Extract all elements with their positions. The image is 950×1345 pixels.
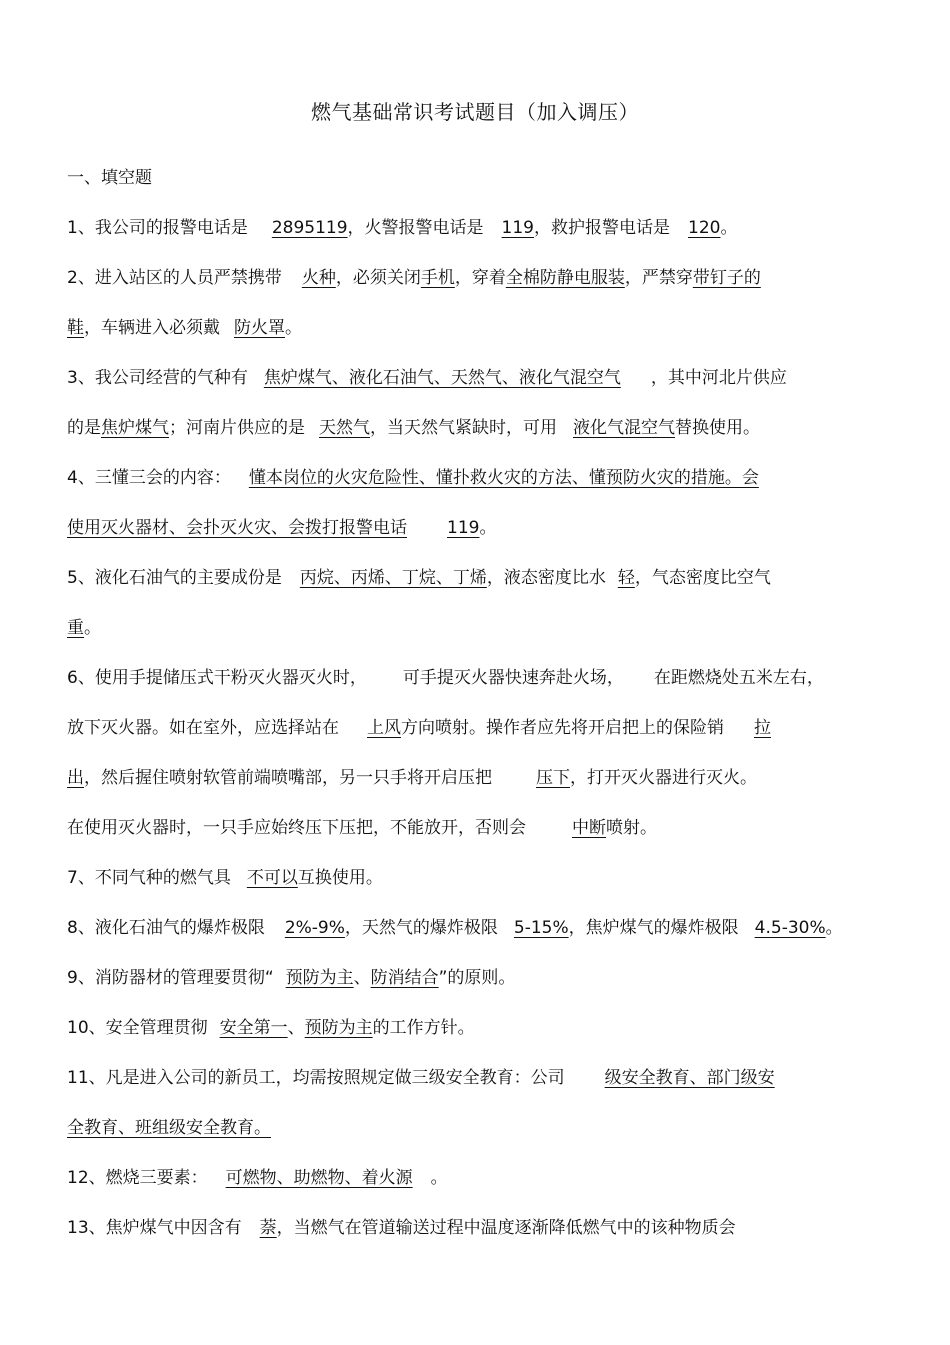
answer-blank: 防火罩 (234, 318, 285, 338)
question-12: 12、燃烧三要素： 可燃物、助燃物、着火源 。 (67, 1168, 448, 1188)
question-10: 10、安全管理贯彻 安全第一、预防为主的工作方针。 (67, 1018, 475, 1038)
question-4-cont: 使用灭火器材、会扑灭火灾、会拨打报警电话 119。 (67, 518, 497, 538)
answer-blank: 全教育、班组级安全教育。 (67, 1118, 271, 1138)
answer-blank: 出 (67, 768, 84, 788)
section-heading: 一、填空题 (67, 168, 152, 188)
answer-blank: 手机 (420, 268, 455, 288)
answer-blank: 鞋 (67, 318, 84, 338)
answer-blank: 带钉子的 (692, 268, 761, 288)
answer-blank: 预防为主 (304, 1018, 373, 1038)
answer-blank: 焦炉煤气、液化石油气、天然气、液化气混空气 (263, 368, 621, 388)
question-6-cont-1: 放下灭火器。如在室外，应选择站在 上风方向喷射。操作者应先将开启把上的保险销 拉 (67, 718, 771, 738)
question-11-cont (67, 1116, 271, 1140)
answer-blank: 预防为主 (285, 968, 354, 988)
answer-blank: 安全第一 (219, 1018, 288, 1038)
question-13: 13、焦炉煤气中因含有 萘，当燃气在管道输送过程中温度逐渐降低燃气中的该种物质会 (67, 1218, 736, 1238)
question-8: 8、液化石油气的爆炸极限 2%-9%，天然气的爆炸极限 5-15%，焦炉煤气的爆炸极限 4.5-30%。 (67, 918, 843, 938)
document-title: 燃气基础常识考试题目（加入调压） (311, 100, 639, 124)
answer-blank: 使用灭火器材、会扑灭火灾、会拨打报警电话 (67, 518, 407, 538)
question-9: 9、消防器材的管理要贯彻“ 预防为主、防消结合”的原则。 (67, 968, 516, 988)
answer-blank: 重 (67, 618, 84, 638)
question-11: 11、凡是进入公司的新员工，均需按照规定做三级安全教育：公司 级安全教育、部门级安 (67, 1068, 775, 1088)
answer-blank: 轻 (617, 568, 635, 588)
answer-blank: 5-15% (513, 918, 569, 938)
answer-blank: 防消结合 (370, 968, 439, 988)
answer-blank: 119 (447, 518, 480, 538)
question-6: 6、使用手提储压式干粉灭火器灭火时， 可手提灭火器快速奔赴火场， 在距燃烧处五米左右， (67, 668, 824, 688)
answer-blank: 中断 (572, 818, 606, 838)
answer-blank: 丙烷、丙烯、丁烷、丁烯 (299, 568, 487, 588)
answer-blank: 液化气混空气 (573, 418, 675, 438)
answer-blank: 2%-9% (284, 918, 345, 938)
answer-blank: 4.5-30% (754, 918, 826, 938)
answer-blank: 不可以 (246, 868, 298, 888)
answer-blank: 天然气 (319, 418, 370, 438)
question-1: 1、我公司的报警电话是 2895119，火警报警电话是 119，救护报警电话是 120。 (67, 218, 738, 238)
question-5: 5、液化石油气的主要成份是 丙烷、丙烯、丁烷、丁烯，液态密度比水 轻，气态密度比空气 (67, 568, 771, 588)
answer-blank: 压下 (536, 768, 570, 788)
question-3-cont: 的是焦炉煤气；河南片供应的是 天然气，当天然气紧缺时，可用 液化气混空气替换使用。 (67, 418, 760, 438)
question-6-cont-2: 出，然后握住喷射软管前端喷嘴部，另一只手将开启压把 压下，打开灭火器进行灭火。 (67, 768, 757, 788)
question-4: 4、三懂三会的内容： 懂本岗位的火灾危险性、懂扑救火灾的方法、懂预防火灾的措施。会 (67, 468, 759, 488)
answer-blank: 可燃物、助燃物、着火源 (225, 1168, 413, 1188)
answer-blank: 火种 (301, 268, 336, 288)
answer-blank: 焦炉煤气 (101, 418, 169, 438)
answer-blank: 全棉防静电服装 (505, 268, 625, 288)
answer-blank: 萘 (259, 1218, 277, 1238)
answer-blank: 懂本岗位的火灾危险性、懂扑救火灾的方法、懂预防火灾的措施。会 (248, 468, 759, 488)
answer-blank: 上风 (367, 718, 401, 738)
question-3: 3、我公司经营的气种有 焦炉煤气、液化石油气、天然气、液化气混空气 ，其中河北片供应 (67, 368, 787, 388)
question-7: 7、不同气种的燃气具 不可以互换使用。 (67, 868, 383, 888)
answer-blank: 120 (688, 218, 721, 238)
answer-blank: 级安全教育、部门级安 (604, 1068, 775, 1088)
answer-blank: 119 (501, 218, 534, 238)
question-2-cont: 鞋，车辆进入必须戴 防火罩。 (67, 318, 302, 338)
question-2: 2、进入站区的人员严禁携带 火种，必须关闭手机，穿着全棉防静电服装，严禁穿带钉子的 (67, 268, 761, 288)
answer-blank: 2895119 (271, 218, 348, 238)
question-6-cont-3: 在使用灭火器时，一只手应始终压下压把，不能放开，否则会 中断喷射。 (67, 818, 657, 838)
answer-blank: 拉 (754, 718, 771, 738)
question-5-cont: 重。 (67, 618, 101, 638)
